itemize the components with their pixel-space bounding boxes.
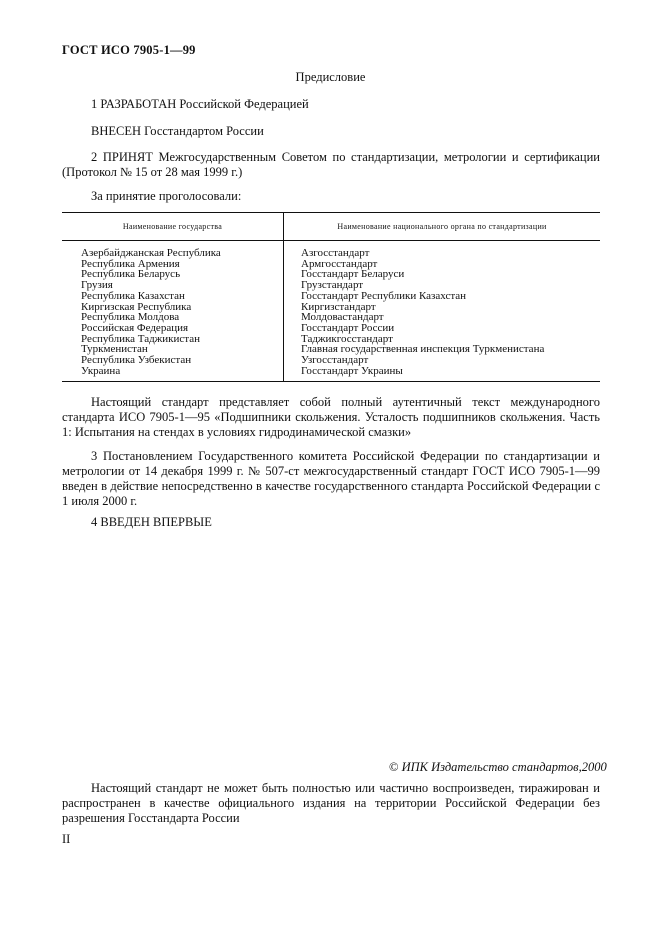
state-item: Туркменистан	[81, 343, 148, 356]
state-item: Республика Узбекистан	[81, 354, 192, 367]
state-item: Республика Армения	[81, 257, 180, 270]
section-3-enacted: 3 Постановлением Государственного комитета Российской Федерации по стандартизации и метрологии от 14 декабря 1999 г. № 507-ст межгосударственный стандарт ГОСТ ИСО 7905-1—99 введен в действие непосредственно в качестве государственного стандарта Российской Федерации с 1 июля 2000 г.	[62, 449, 600, 508]
states-column	[62, 241, 284, 382]
section-1-developed: 1 РАЗРАБОТАН Российской Федерацией	[91, 97, 309, 111]
state-item: Киргизская Республика	[81, 300, 192, 313]
state-item: Украина	[81, 364, 121, 377]
body-item: Армгосстандарт	[301, 257, 378, 270]
body-item: Таджикгосстандарт	[301, 332, 393, 345]
body-item: Азгосстандарт	[301, 247, 370, 259]
copyright-publisher: ИПК Издательство стандартов,2000	[401, 760, 607, 774]
body-item: Узгосстандарт	[301, 354, 369, 367]
foreword-title: Предисловие	[295, 70, 366, 84]
document-code: ГОСТ ИСО 7905-1—99	[62, 43, 196, 57]
state-item: Республика Молдова	[81, 311, 180, 324]
reproduction-notice: Настоящий стандарт не может быть полностью или частично воспроизведен, тиражирован и распространен в качестве официального издания на территории Российской Федерации без разрешения Госстандарта России	[62, 781, 600, 825]
page-number: II	[62, 832, 71, 846]
bodies-column	[284, 241, 601, 382]
body-item: Грузстандарт	[301, 279, 364, 292]
body-item: Госстандарт России	[301, 321, 395, 334]
table-header-body: Наименование национального органа по стандартизации	[284, 213, 601, 241]
body-item: Госстандарт Украины	[301, 364, 403, 377]
state-item: Республика Казахстан	[81, 289, 185, 302]
state-item: Азербайджанская Республика	[81, 247, 221, 259]
section-1-introduced: ВНЕСЕН Госстандартом России	[91, 124, 264, 138]
copyright-line	[389, 760, 607, 775]
section-2-adopted: 2 ПРИНЯТ Межгосударственным Советом по стандартизации, метрологии и сертификации (Протокол № 15 от 28 мая 1999 г.)	[62, 150, 600, 179]
state-item: Республика Беларусь	[81, 268, 181, 281]
copyright-icon: ©	[389, 760, 399, 774]
body-item: Госстандарт Беларуси	[301, 268, 405, 281]
authentic-text-statement: Настоящий стандарт представляет собой полный аутентичный текст международного стандарта ИСО 7905-1—95 «Подшипники скольжения. Усталость подшипников скольжения. Часть 1: Испытания на стендах в условиях гидродинамической смазки»	[62, 395, 600, 439]
body-item: Молдовастандарт	[301, 311, 384, 324]
body-item: Госстандарт Республики Казахстан	[301, 289, 467, 302]
body-item: Главная государственная инспекция Туркменистана	[301, 343, 545, 356]
state-item: Российская Федерация	[81, 321, 189, 334]
table-header-state: Наименование государства	[62, 213, 284, 241]
section-4-first-introduced: 4 ВВЕДЕН ВПЕРВЫЕ	[91, 515, 212, 529]
voted-label: За принятие проголосовали:	[91, 189, 242, 203]
state-item: Республика Таджикистан	[81, 332, 200, 345]
state-item: Грузия	[81, 279, 113, 292]
voting-table	[62, 212, 600, 382]
body-item: Киргизстандарт	[301, 300, 376, 313]
